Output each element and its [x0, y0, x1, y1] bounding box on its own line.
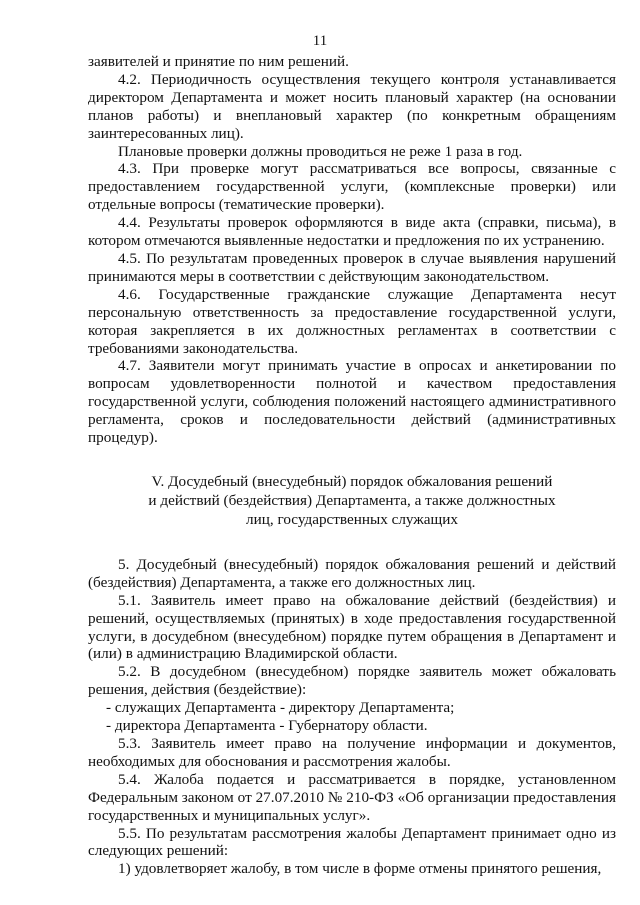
- section-5-paragraphs: [88, 556, 616, 878]
- section-4-paragraphs: [88, 53, 616, 447]
- list-item-director: - директора Департамента - Губернатору области.: [106, 717, 428, 735]
- page-number: 11: [312, 33, 328, 49]
- paragraph-4-5: 4.5. По результатам проведенных проверок в случае выявления нарушений принимаются меры в соответствии с действующим законодательством.: [88, 249, 616, 285]
- section-5-heading: [88, 472, 616, 529]
- paragraph-5-5: 5.5. По результатам рассмотрения жалобы Департамент принимает одно из следующих решений:: [88, 824, 616, 860]
- paragraph-5-3: 5.3. Заявитель имеет право на получение информации и документов, необходимых для обоснования и рассмотрения жалобы.: [88, 735, 616, 770]
- paragraph-4-3: 4.3. При проверке могут рассматриваться все вопросы, связанные с предоставлением государственной услуги, (комплексные проверки) или отдельные вопросы (тематические проверки).: [88, 160, 616, 214]
- heading-line: и действий (бездействия) Департамента, а также должностных: [148, 491, 556, 509]
- paragraph-4-6: 4.6. Государственные гражданские служащие Департамента несут персональную ответственность за предоставление государственной услуги, которая закрепляется в их должностных регламентах в соответствии с требованиями законодательства.: [88, 285, 616, 357]
- paragraph-5-2: 5.2. В досудебном (внесудебном) порядке заявитель может обжаловать решения, действия (бездействие):: [88, 663, 616, 699]
- heading-line: V. Досудебный (внесудебный) порядок обжалования решений: [151, 472, 553, 490]
- paragraph-5-4: 5.4. Жалоба подается и рассматривается в порядке, установленном Федеральным законом от 27.07.2010 № 210-ФЗ «Об организации предоставления государственных и муниципальных услуг».: [88, 770, 616, 824]
- list-item-employees: - служащих Департамента - директору Департамента;: [106, 699, 455, 717]
- paragraph-5: 5. Досудебный (внесудебный) порядок обжалования решений и действий (бездействия) Департамента, а также его должностных лиц.: [88, 555, 616, 591]
- heading-line: лиц, государственных служащих: [246, 510, 458, 528]
- paragraph-4-2: 4.2. Периодичность осуществления текущего контроля устанавливается директором Департамента и может носить плановый характер (на основании планов работы) и внеплановый характер (по конкретным обращениям заинтересованных лиц).: [88, 70, 616, 142]
- paragraph-5-1: 5.1. Заявитель имеет право на обжалование действий (бездействия) и решений, осуществляемых (принятых) в ходе предоставления государственной услуги, в досудебном (внесудебном) порядке путем обращения в Департамент и (или) в администрацию Владимирской области.: [88, 591, 616, 663]
- paragraph-continuation: заявителей и принятие по ним решений.: [88, 53, 349, 70]
- document-body: [88, 53, 616, 878]
- paragraph-planned-checks: Плановые проверки должны проводиться не реже 1 раза в год.: [118, 142, 523, 160]
- paragraph-4-7: 4.7. Заявители могут принимать участие в опросах и анкетировании по вопросам удовлетворенности полнотой и качеством предоставления государственной услуги, соблюдения положений настоящего административного регламента, сроков и последовательности действий (административных процедур).: [88, 357, 616, 447]
- paragraph-4-4: 4.4. Результаты проверок оформляются в виде акта (справки, письма), в котором отмечаются выявленные недостатки и предложения по их устранению.: [88, 214, 616, 250]
- paragraph-decision-1: 1) удовлетворяет жалобу, в том числе в форме отмены принятого решения,: [118, 860, 602, 878]
